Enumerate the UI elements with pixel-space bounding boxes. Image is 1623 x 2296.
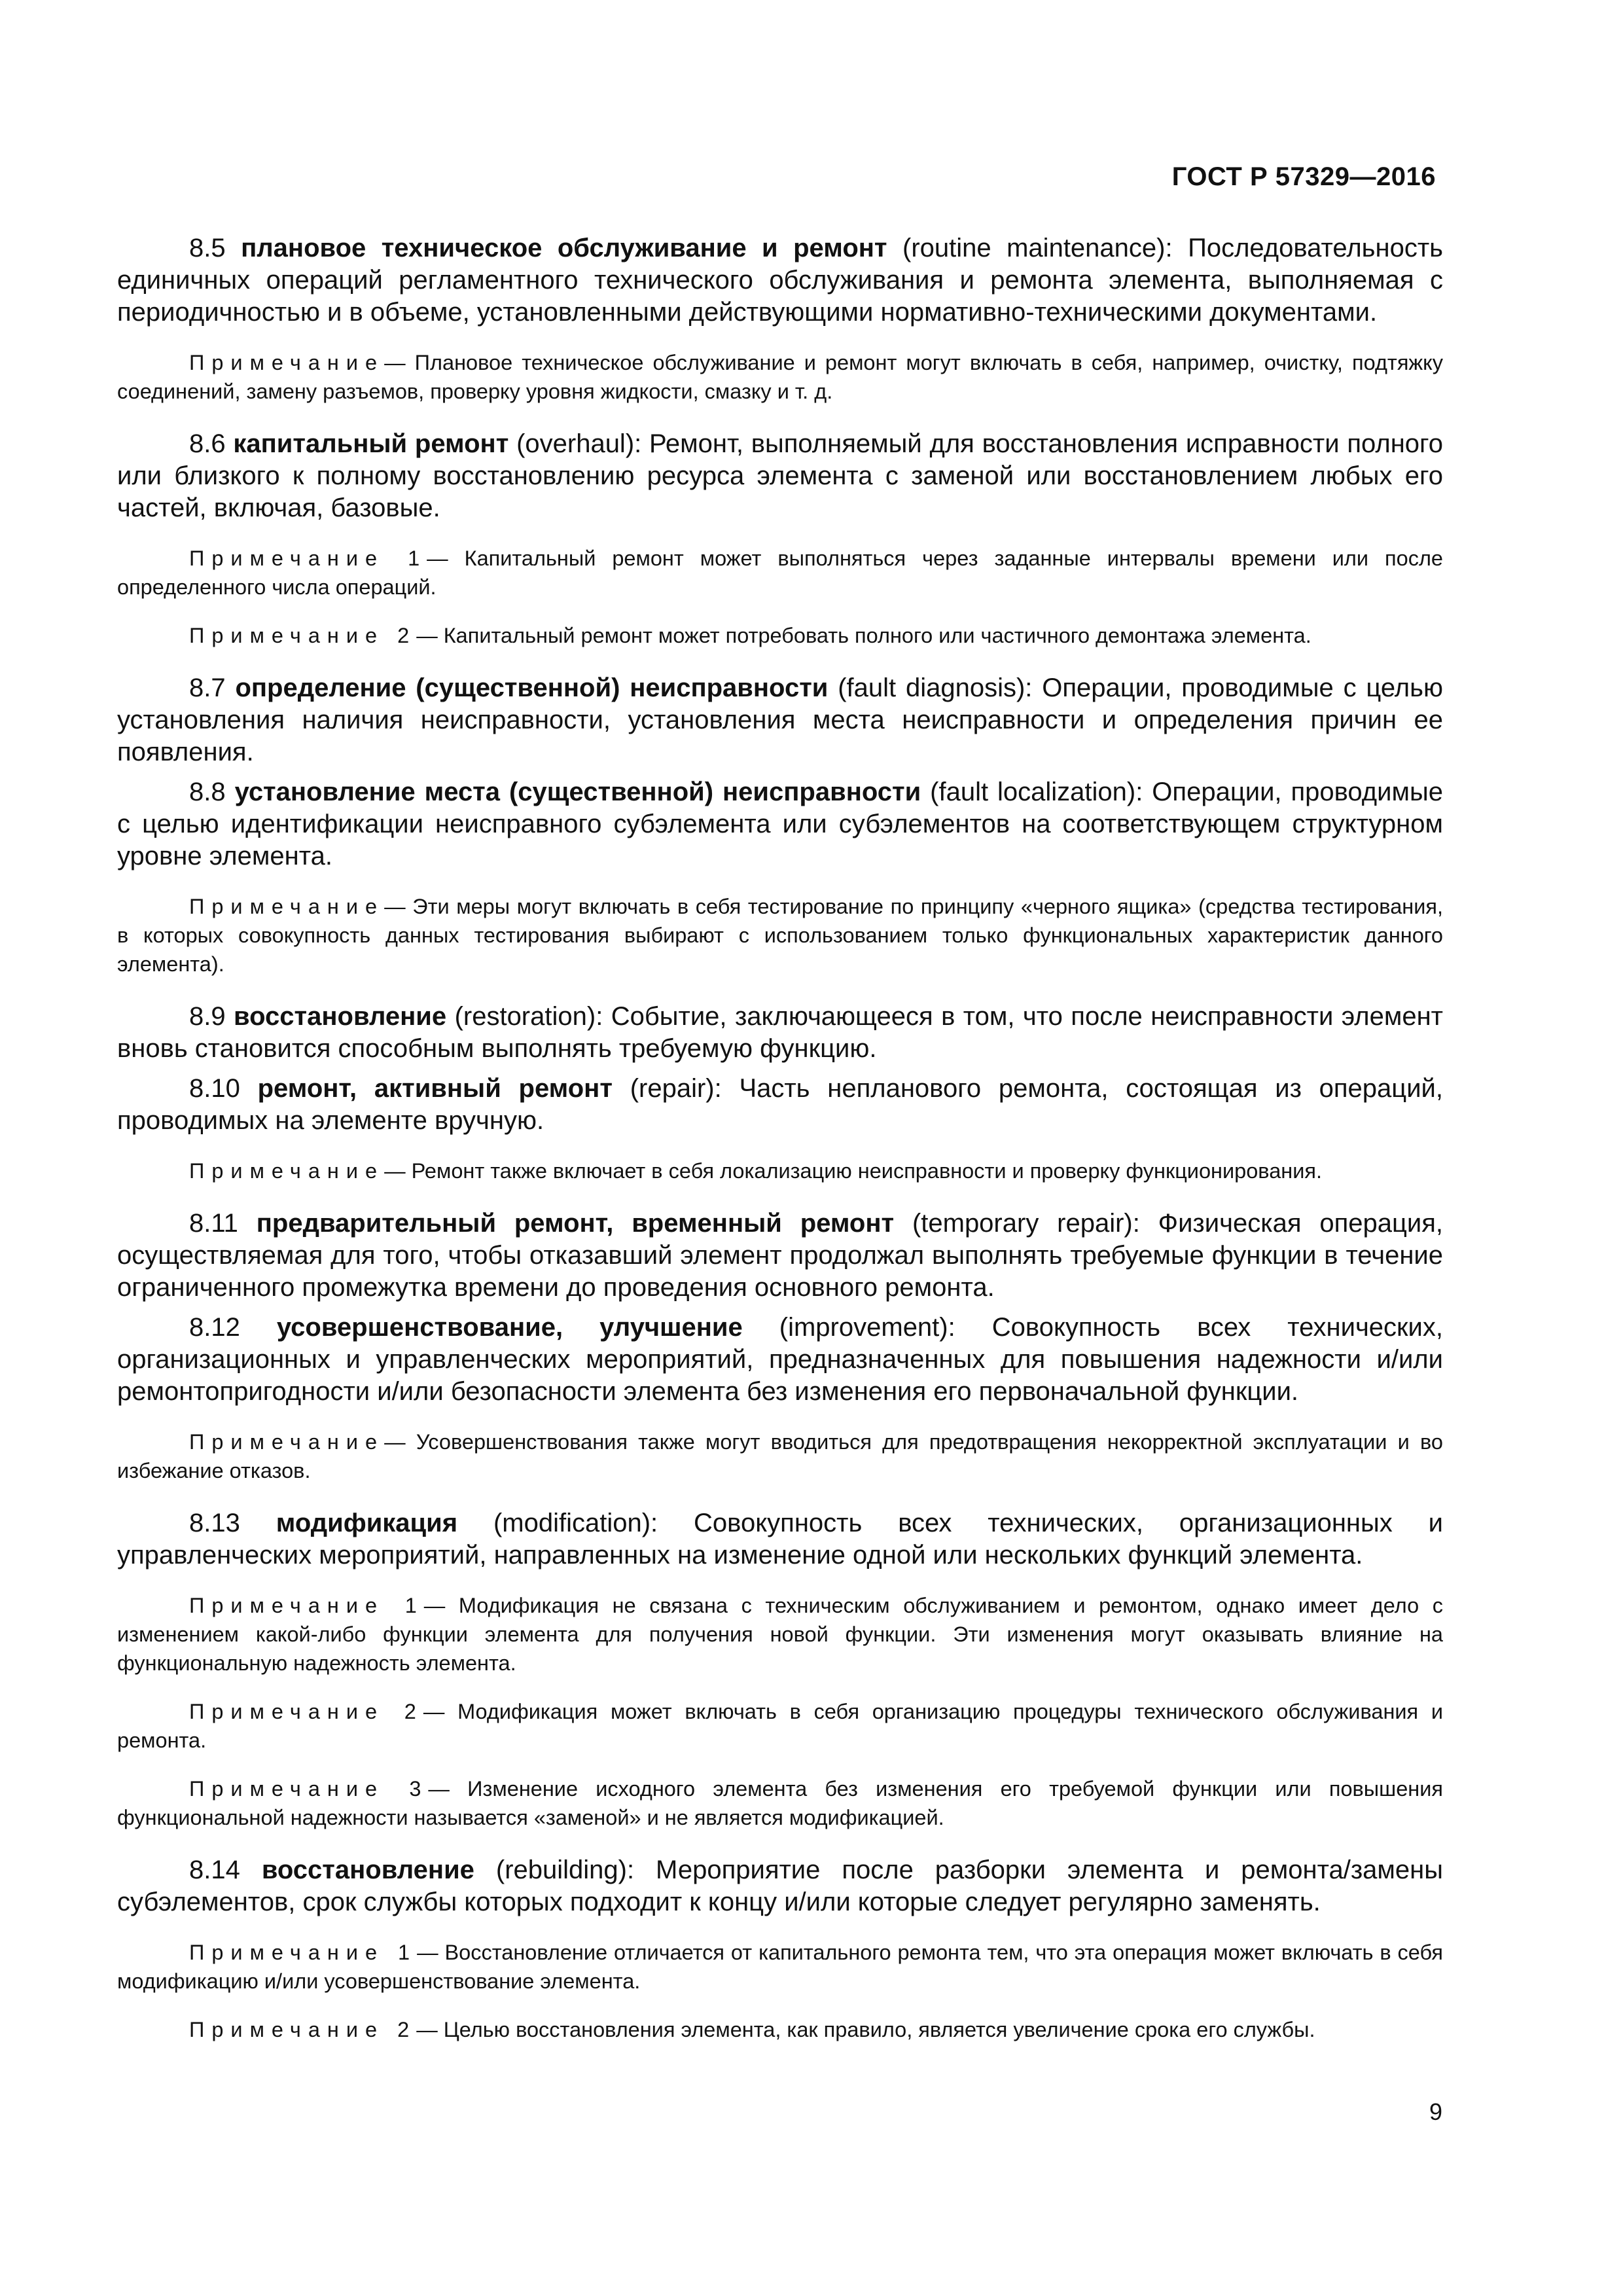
note-label: Примечание bbox=[189, 895, 385, 918]
note-label: Примечание 2 bbox=[189, 624, 417, 647]
term-8-5 bbox=[117, 232, 1443, 329]
term-name: восстановление bbox=[261, 1856, 474, 1884]
note-text: — Капитальный ремонт может потребовать полного или частичного демонтажа элемента. bbox=[416, 624, 1311, 647]
term-number: 8.12 bbox=[189, 1313, 240, 1342]
term-definition: : Событие, заключающееся в том, что после неисправности элемент вновь становится способным выполнять требуемую функцию. bbox=[117, 1002, 1443, 1063]
term-8-12 bbox=[117, 1312, 1443, 1408]
term-english: (modification) bbox=[493, 1509, 651, 1537]
note-text: — Ремонт также включает в себя локализацию неисправности и проверку функционирования. bbox=[384, 1159, 1322, 1183]
term-number: 8.13 bbox=[189, 1509, 240, 1537]
term-name: восстановление bbox=[234, 1002, 447, 1031]
note-text: — Модификация может включать в себя организацию процедуры технического обслуживания и ремонта. bbox=[117, 1700, 1443, 1752]
note-8-5 bbox=[117, 348, 1443, 406]
term-number: 8.5 bbox=[189, 234, 226, 262]
term-8-6 bbox=[117, 428, 1443, 524]
term-number: 8.14 bbox=[189, 1856, 240, 1884]
document-body bbox=[117, 232, 1443, 2044]
note-label: Примечание 1 bbox=[189, 547, 427, 570]
term-english: (overhaul) bbox=[516, 429, 635, 458]
note-8-10 bbox=[117, 1157, 1443, 1185]
term-8-14 bbox=[117, 1854, 1443, 1918]
term-name: плановое техническое обслуживание и ремонт bbox=[241, 234, 887, 262]
term-number: 8.7 bbox=[189, 673, 226, 702]
note-8-14-1 bbox=[117, 1938, 1443, 1996]
term-8-7 bbox=[117, 672, 1443, 768]
term-name: капитальный ремонт bbox=[233, 429, 509, 458]
note-label: Примечание bbox=[189, 1159, 385, 1183]
term-name: определение (существенной) неисправности bbox=[235, 673, 829, 702]
term-english: (temporary repair) bbox=[912, 1209, 1133, 1238]
term-english: (routine maintenance) bbox=[902, 234, 1166, 262]
term-number: 8.6 bbox=[189, 429, 226, 458]
note-label: Примечание 1 bbox=[189, 1941, 418, 1964]
term-english: (restoration) bbox=[454, 1002, 596, 1031]
term-8-10 bbox=[117, 1073, 1443, 1137]
note-text: — Капитальный ремонт может выполняться через заданные интервалы времени или после определенного числа операций. bbox=[117, 547, 1443, 599]
note-text: — Модификация не связана с техническим обслуживанием и ремонтом, однако имеет дело с изменением какой-либо функции элемента для получения новой функции. Эти изменения могут оказывать влияние на функциональную надежность элемента. bbox=[117, 1594, 1444, 1675]
note-text: — Восстановление отличается от капитального ремонта тем, что эта операция может включать в себя модификацию и/или усовершенствование элемента. bbox=[117, 1941, 1443, 1993]
term-definition: : Операции, проводимые с целью идентификации неисправного субэлемента или субэлементов на соответствующем структурном уровне элемента. bbox=[117, 778, 1443, 870]
page-number: 9 bbox=[1429, 2098, 1443, 2125]
note-text: — Изменение исходного элемента без изменения его требуемой функции или повышения функциональной надежности называется «заменой» и не является модификацией. bbox=[117, 1777, 1444, 1829]
standard-code-header: ГОСТ Р 57329—2016 bbox=[1171, 162, 1436, 191]
term-definition: : Операции, проводимые с целью установления наличия неисправности, установления места неисправности и определения причин ее появления. bbox=[117, 673, 1443, 766]
term-number: 8.10 bbox=[189, 1074, 240, 1103]
term-definition: : Физическая операция, осуществляемая для того, чтобы отказавший элемент продолжал выполнять требуемые функции в течение ограниченного промежутка времени до проведения основного ремонта. bbox=[117, 1209, 1443, 1302]
term-english: (fault localization) bbox=[930, 778, 1136, 806]
term-name: модификация bbox=[276, 1509, 458, 1537]
note-label: Примечание bbox=[189, 1430, 385, 1454]
term-definition: : Часть непланового ремонта, состоящая из операций, проводимых на элементе вручную. bbox=[117, 1074, 1444, 1135]
term-definition: : Мероприятие после разборки элемента и ремонта/замены субэлементов, срок службы которых подходит к концу и/или которые следует регулярно заменять. bbox=[117, 1856, 1443, 1916]
term-name: ремонт, активный ремонт bbox=[257, 1074, 613, 1103]
note-8-12 bbox=[117, 1427, 1443, 1485]
term-8-8 bbox=[117, 776, 1443, 872]
term-number: 8.11 bbox=[189, 1209, 238, 1238]
note-label: Примечание 2 bbox=[189, 1700, 423, 1723]
note-8-6-2 bbox=[117, 621, 1443, 650]
term-definition: : Совокупность всех технических, организационных и управленческих мероприятий, направленных на изменение одной или нескольких функций элемента. bbox=[117, 1509, 1443, 1570]
term-definition: : Последовательность единичных операций регламентного технического обслуживания и ремонта элемента, выполняемая с периодичностью и в объеме, установленными действующими нормативно-техническими документами. bbox=[117, 234, 1443, 327]
term-english: (repair) bbox=[630, 1074, 715, 1103]
term-definition: : Ремонт, выполняемый для восстановления исправности полного или близкого к полному восстановлению ресурса элемента с заменой или восстановлением любых его частей, включая, базовые. bbox=[117, 429, 1443, 522]
note-text: — Целью восстановления элемента, как правило, является увеличение срока его службы. bbox=[416, 2018, 1315, 2041]
note-8-8 bbox=[117, 892, 1443, 978]
note-8-14-2 bbox=[117, 2015, 1443, 2044]
note-text: — Плановое техническое обслуживание и ремонт могут включать в себя, например, очистку, подтяжку соединений, замену разъемов, проверку уровня жидкости, смазку и т. д. bbox=[117, 351, 1443, 403]
term-8-13 bbox=[117, 1507, 1443, 1571]
term-english: (rebuilding) bbox=[495, 1856, 627, 1884]
term-number: 8.9 bbox=[189, 1002, 226, 1031]
note-label: Примечание 3 bbox=[189, 1777, 429, 1801]
term-name: усовершенствование, улучшение bbox=[276, 1313, 743, 1342]
term-8-11 bbox=[117, 1208, 1443, 1304]
term-name: установление места (существенной) неисправности bbox=[234, 778, 921, 806]
note-label: Примечание bbox=[189, 351, 385, 374]
note-8-6-1 bbox=[117, 544, 1443, 601]
note-label: Примечание 2 bbox=[189, 2018, 417, 2041]
note-text: — Усовершенствования также могут вводиться для предотвращения некорректной эксплуатации и во избежание отказов. bbox=[117, 1430, 1443, 1482]
term-name: предварительный ремонт, временный ремонт bbox=[256, 1209, 895, 1238]
note-8-13-2 bbox=[117, 1697, 1443, 1755]
term-number: 8.8 bbox=[189, 778, 226, 806]
term-8-9 bbox=[117, 1001, 1443, 1065]
note-label: Примечание 1 bbox=[189, 1594, 424, 1617]
term-english: (fault diagnosis) bbox=[838, 673, 1026, 702]
term-definition: : Совокупность всех технических, организационных и управленческих мероприятий, предназначенных для повышения надежности и/или ремонтопригодности и/или безопасности элемента без изменения его первоначальной функции. bbox=[117, 1313, 1443, 1406]
note-8-13-3 bbox=[117, 1774, 1443, 1832]
note-text: — Эти меры могут включать в себя тестирование по принципу «черного ящика» (средства тестирования, в которых совокупность данных тестирования выбирают с использованием только функциональных характеристик данного элемента). bbox=[117, 895, 1443, 976]
note-8-13-1 bbox=[117, 1591, 1443, 1677]
term-english: (improvement) bbox=[779, 1313, 948, 1342]
